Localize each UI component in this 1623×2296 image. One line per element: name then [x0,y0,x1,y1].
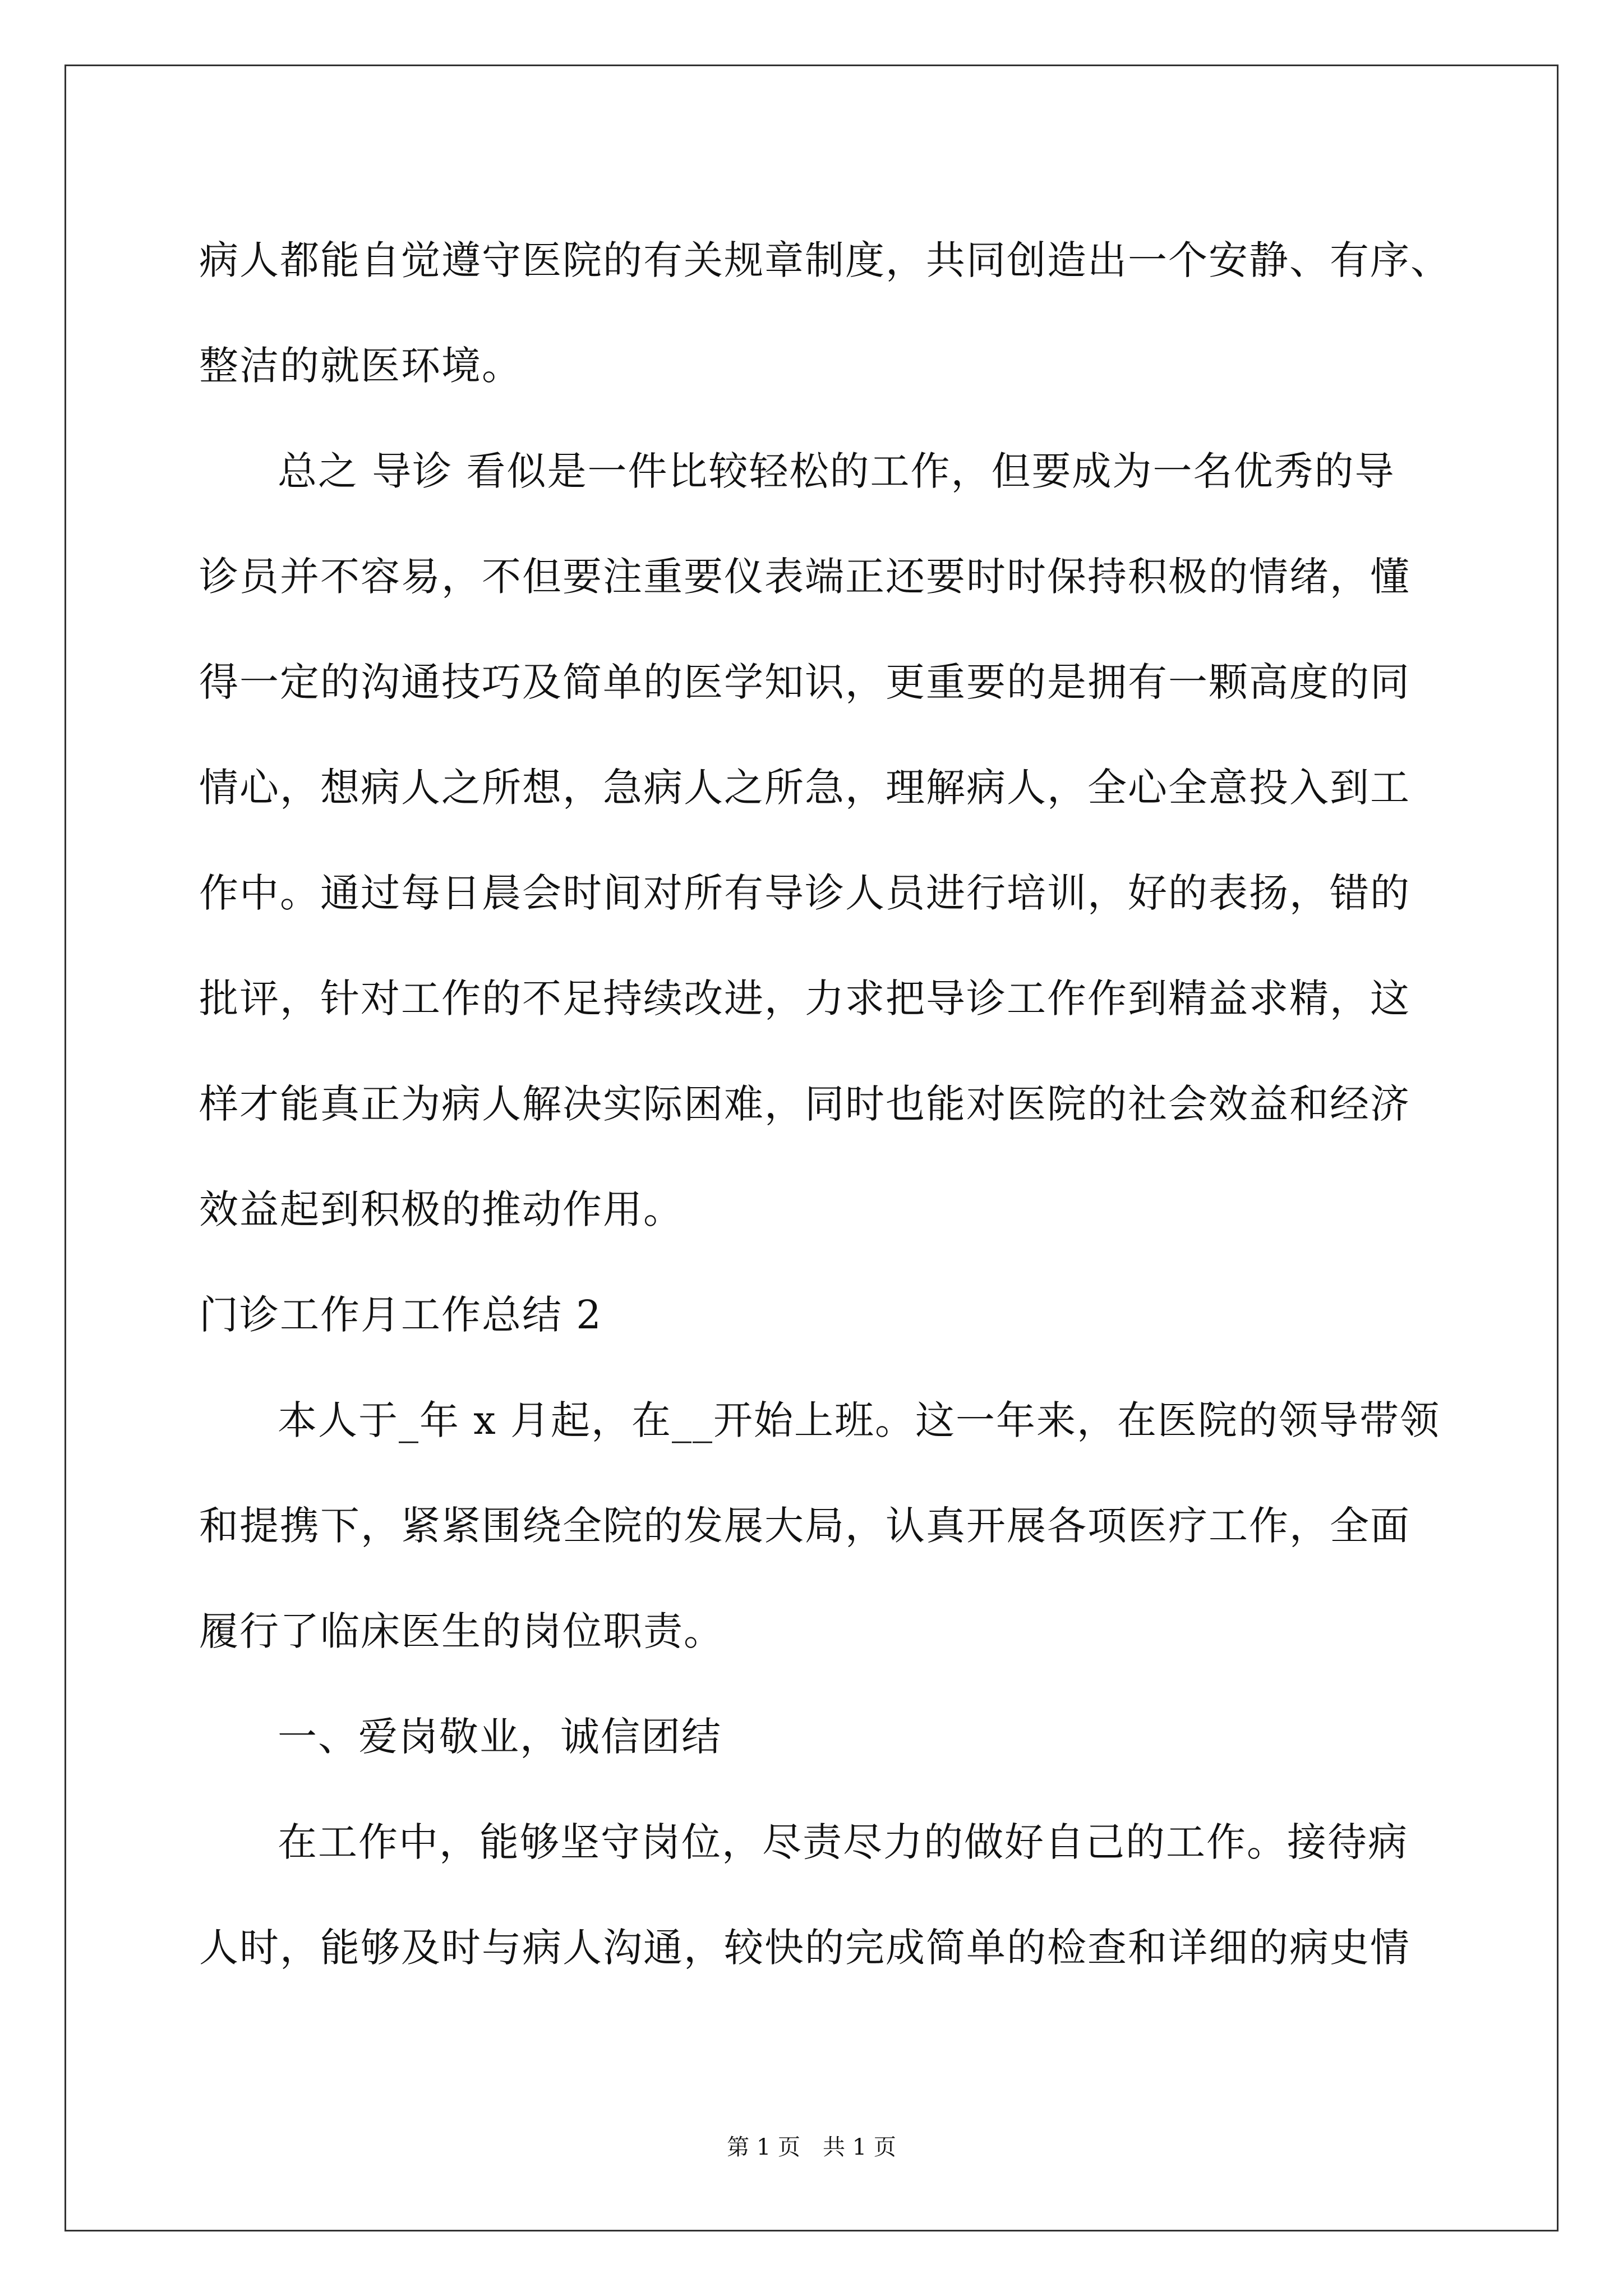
paragraph-line: 本人于_年 x 月起，在__开始上班。这一年来，在医院的领导带领 [278,1397,1440,1443]
document-body [199,208,1451,2000]
paragraph-line: 样才能真正为病人解决实际困难，同时也能对医院的社会效益和经济 [199,1081,1410,1127]
paragraph-line: 总之 导诊 看似是一件比较轻松的工作，但要成为一名优秀的导 [278,448,1395,494]
paragraph-line: 人时，能够及时与病人沟通，较快的完成简单的检查和详细的病史情 [199,1925,1410,1971]
paragraph-line: 诊员并不容易，不但要注重要仪表端正还要时时保持积极的情绪，懂 [199,554,1410,600]
page-number: 第 1 页 [727,2134,800,2160]
paragraph-line: 得一定的沟通技巧及简单的医学知识，更重要的是拥有一颗高度的同 [199,659,1410,705]
paragraph-line: 批评，针对工作的不足持续改进，力求把导诊工作作到精益求精，这 [199,976,1410,1022]
paragraph-line: 效益起到积极的推动作用。 [199,1186,684,1232]
section-heading: 门诊工作月工作总结 2 [199,1292,602,1338]
paragraph-line: 履行了临床医生的岗位职责。 [199,1608,724,1654]
page-footer [0,2131,1623,2164]
page-total: 共 1 页 [823,2134,896,2160]
paragraph-line: 和提携下，紧紧围绕全院的发展大局，认真开展各项医疗工作，全面 [199,1503,1410,1549]
paragraph-line: 整洁的就医环境。 [199,343,522,389]
paragraph-line: 情心，想病人之所想，急病人之所急，理解病人，全心全意投入到工 [199,765,1410,811]
subsection-heading: 一、爱岗敬业，诚信团结 [278,1714,722,1760]
paragraph-line: 在工作中，能够坚守岗位，尽责尽力的做好自己的工作。接待病 [278,1819,1408,1865]
paragraph-line: 病人都能自觉遵守医院的有关规章制度，共同创造出一个安静、有序、 [199,237,1451,283]
paragraph-line: 作中。通过每日晨会时间对所有导诊人员进行培训，好的表扬，错的 [199,870,1410,916]
